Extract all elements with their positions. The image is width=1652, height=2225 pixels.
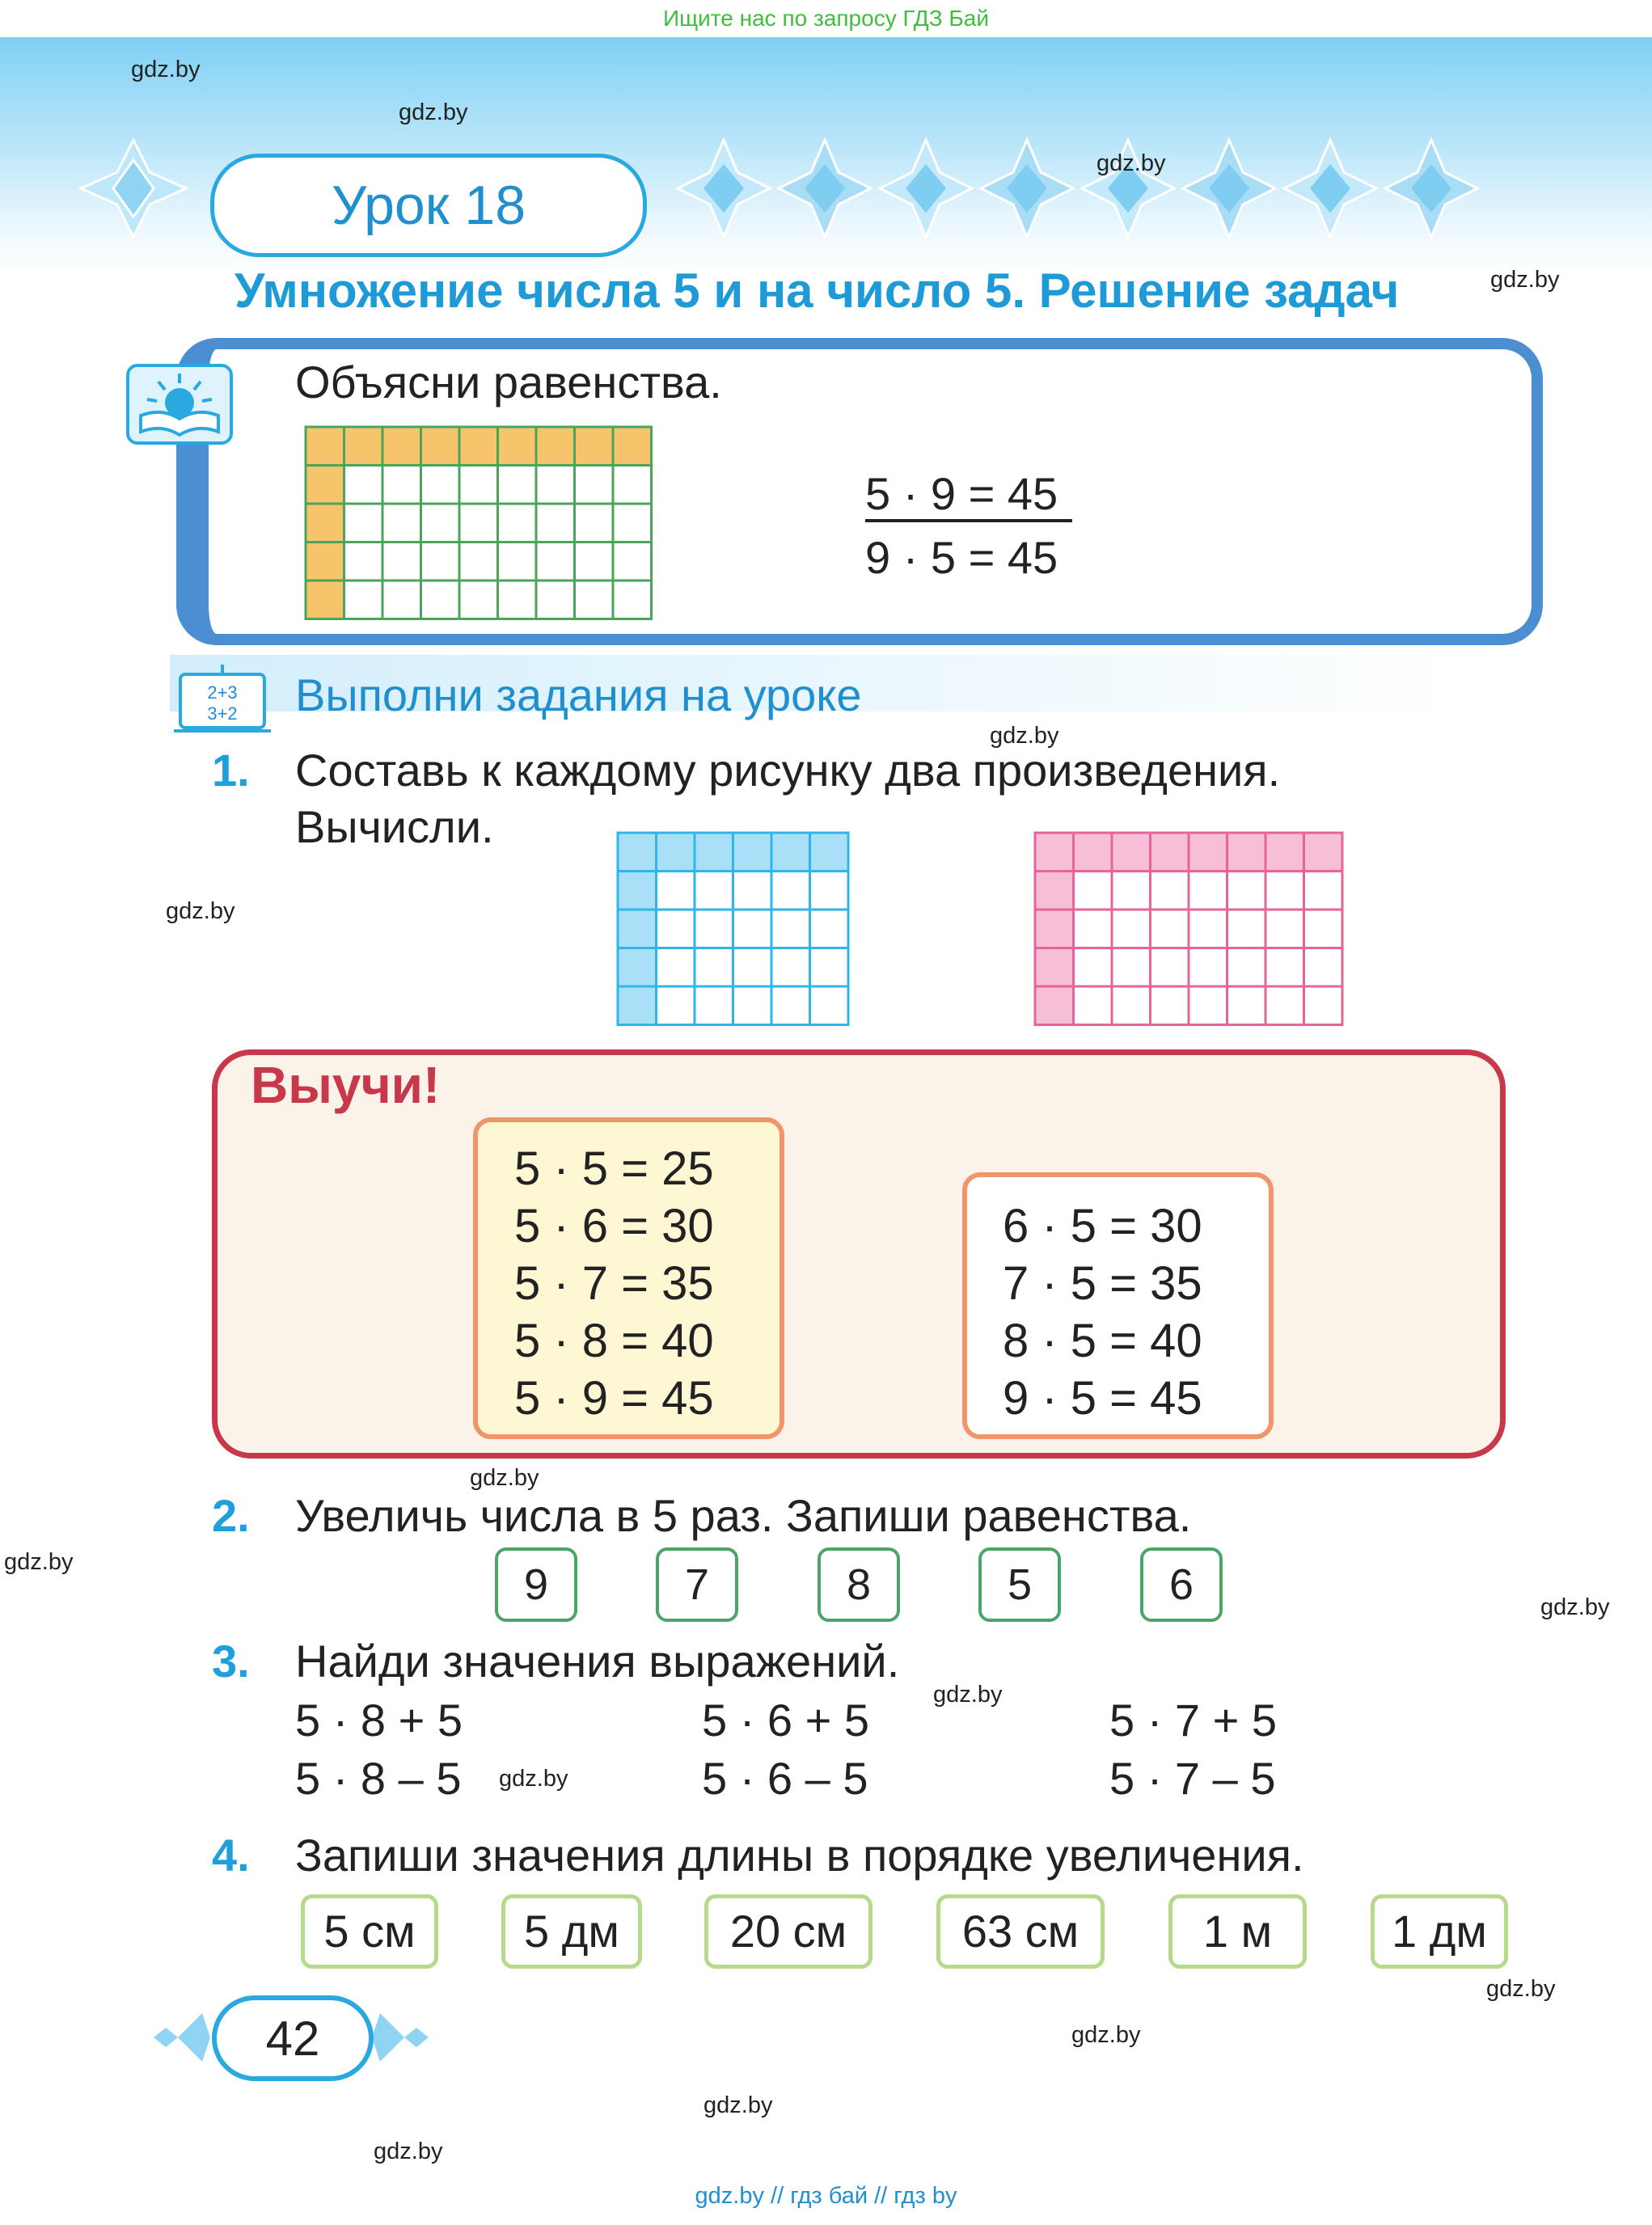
right-row: 8 · 5 = 40	[1003, 1315, 1202, 1367]
equation-2: 9 · 5 = 45	[865, 532, 1058, 583]
length-box: 1 дм	[1371, 1894, 1508, 1969]
grid-cell	[344, 581, 383, 619]
expression: 5 · 8 + 5	[295, 1695, 463, 1746]
grid-cell	[382, 581, 421, 619]
grid-cell	[1035, 948, 1074, 987]
grid-cell	[1112, 833, 1151, 872]
grid-cell	[421, 427, 460, 466]
watermark: gdz.by	[131, 57, 201, 82]
grid-cell	[1304, 948, 1343, 987]
left-row: 5 · 5 = 25	[514, 1142, 714, 1195]
grid-cell	[1265, 986, 1304, 1025]
grid-cell	[575, 581, 614, 619]
table-left-rows	[514, 1140, 714, 1427]
ornament-star	[981, 140, 1073, 237]
ornament-star	[880, 140, 972, 237]
left-row: 5 · 6 = 30	[514, 1200, 714, 1252]
grid-cell	[1151, 986, 1189, 1025]
left-row: 5 · 7 = 35	[514, 1257, 714, 1310]
ornament-star	[1385, 140, 1477, 237]
left-row: 5 · 9 = 45	[514, 1372, 714, 1425]
equation-divider	[865, 519, 1072, 522]
watermark: gdz.by	[1490, 267, 1560, 293]
grid-cell	[1265, 872, 1304, 910]
grid-cell	[1035, 986, 1074, 1025]
grid-cell	[1035, 910, 1074, 948]
grid-cell	[618, 833, 657, 872]
ornament-star	[1183, 140, 1275, 237]
grid-cell	[459, 504, 498, 543]
grid-cell	[1227, 910, 1266, 948]
watermark: gdz.by	[166, 898, 235, 924]
watermark: gdz.by	[703, 2092, 773, 2118]
number-box: 9	[495, 1547, 577, 1622]
grid-cell	[498, 581, 537, 619]
grid-cell	[536, 581, 575, 619]
grid-cell	[344, 466, 383, 505]
grid-cell	[344, 504, 383, 543]
grid-cell	[733, 986, 772, 1025]
grid-cell	[1227, 948, 1266, 987]
grid-cell	[1189, 948, 1227, 987]
length-box: 63 см	[936, 1894, 1105, 1969]
grid-cell	[536, 427, 575, 466]
grid-cell	[657, 872, 695, 910]
grid-cell	[771, 833, 810, 872]
grid-cell	[1189, 910, 1227, 948]
grid-cell	[695, 948, 733, 987]
grid-cell	[1112, 948, 1151, 987]
task1-text-2: Вычисли.	[295, 801, 494, 852]
svg-text:3+2: 3+2	[207, 703, 238, 724]
number-box: 5	[978, 1547, 1061, 1622]
grid-cell	[1189, 833, 1227, 872]
grid-cell	[1265, 833, 1304, 872]
ornament-band	[671, 136, 1484, 241]
grid-cell	[498, 427, 537, 466]
task-number: 2.	[212, 1490, 250, 1541]
grid-cell	[421, 466, 460, 505]
grid-cell	[1227, 872, 1266, 910]
grid-cell	[382, 427, 421, 466]
grid-cell	[695, 872, 733, 910]
top-banner: Ищите нас по запросу ГДЗ Бай	[662, 6, 990, 31]
grid-cell	[1035, 833, 1074, 872]
grid-cell	[695, 910, 733, 948]
grid-cell	[459, 543, 498, 581]
expression: 5 · 6 – 5	[702, 1753, 868, 1804]
grid-cell	[695, 986, 733, 1025]
grid-cell	[421, 504, 460, 543]
ornament-star	[779, 140, 871, 237]
table-right-rows	[1003, 1197, 1202, 1427]
grid-cell	[1112, 986, 1151, 1025]
number-box: 6	[1140, 1547, 1223, 1622]
equation-1: 5 · 9 = 45	[865, 468, 1058, 519]
grid-cell	[613, 543, 652, 581]
grid-cell	[536, 466, 575, 505]
grid-cell	[306, 504, 344, 543]
grid-cell	[421, 581, 460, 619]
learn-title: Выучи!	[251, 1056, 441, 1114]
grid-cell	[810, 872, 849, 910]
grid-cell	[459, 581, 498, 619]
grid-cyan	[616, 831, 851, 1028]
grid-cell	[657, 910, 695, 948]
watermark: gdz.by	[399, 99, 468, 125]
grid-cell	[498, 504, 537, 543]
grid-cell	[1151, 833, 1189, 872]
grid-cell	[1074, 872, 1113, 910]
expression: 5 · 7 + 5	[1109, 1695, 1278, 1746]
lesson-title: Умножение числа 5 и на число 5. Решение задач	[234, 264, 1400, 318]
grid-cell	[657, 948, 695, 987]
watermark: gdz.by	[470, 1465, 539, 1491]
expression: 5 · 8 – 5	[295, 1753, 462, 1804]
grid-cell	[771, 872, 810, 910]
grid-cell	[1112, 910, 1151, 948]
length-box: 20 см	[704, 1894, 872, 1969]
watermark: gdz.by	[1540, 1594, 1610, 1620]
watermark: gdz.by	[1486, 1976, 1556, 2002]
footer-links[interactable]: gdz.by // гдз бай // гдз by	[695, 2183, 957, 2209]
grid-cell	[306, 427, 344, 466]
task-number: 1.	[212, 745, 250, 796]
grid-cell	[1227, 986, 1266, 1025]
grid-cell	[421, 543, 460, 581]
left-row: 5 · 8 = 40	[514, 1315, 714, 1367]
grid-cell	[344, 427, 383, 466]
grid-cell	[618, 948, 657, 987]
grid-cell	[613, 466, 652, 505]
svg-text:2+3: 2+3	[207, 682, 238, 703]
task2-text: Увеличь числа в 5 раз. Запиши равенства.	[295, 1490, 1192, 1541]
grid-cell	[575, 427, 614, 466]
section-heading: Выполни задания на уроке	[295, 669, 862, 720]
length-box: 5 см	[301, 1894, 438, 1969]
grid-cell	[382, 504, 421, 543]
length-box: 1 м	[1168, 1894, 1307, 1969]
grid-cell	[498, 466, 537, 505]
grid-cell	[613, 581, 652, 619]
grid-cell	[810, 833, 849, 872]
grid-cell	[1074, 948, 1113, 987]
grid-cell	[1227, 833, 1266, 872]
grid-cell	[575, 543, 614, 581]
page-number: 42	[212, 1995, 374, 2081]
task-number: 4.	[212, 1830, 250, 1881]
expression: 5 · 7 – 5	[1109, 1753, 1276, 1804]
grid-cell	[618, 986, 657, 1025]
grid-cell	[382, 543, 421, 581]
number-box: 8	[818, 1547, 900, 1622]
grid-cell	[1151, 872, 1189, 910]
grid-cell	[810, 948, 849, 987]
grid-cell	[306, 543, 344, 581]
grid-cell	[306, 466, 344, 505]
explain-heading: Объясни равенства.	[295, 357, 722, 407]
right-row: 7 · 5 = 35	[1003, 1257, 1202, 1310]
watermark: gdz.by	[1096, 150, 1166, 176]
grid-cell	[733, 872, 772, 910]
grid-cell	[459, 427, 498, 466]
task-number: 3.	[212, 1636, 250, 1687]
grid-cell	[1304, 872, 1343, 910]
task1-text: Составь к каждому рисунку два произведения.	[295, 745, 1281, 796]
grid-cell	[536, 543, 575, 581]
number-box: 7	[656, 1547, 738, 1622]
grid-cell	[459, 466, 498, 505]
grid-cell	[1304, 986, 1343, 1025]
grid-cell	[618, 910, 657, 948]
grid-cell	[1074, 910, 1113, 948]
expression: 5 · 6 + 5	[702, 1695, 870, 1746]
grid-cell	[657, 833, 695, 872]
grid-cell	[1189, 986, 1227, 1025]
grid-cell	[575, 504, 614, 543]
watermark: gdz.by	[933, 1682, 1003, 1708]
grid-cell	[771, 986, 810, 1025]
grid-cell	[498, 543, 537, 581]
grid-cell	[1265, 948, 1304, 987]
watermark: gdz.by	[374, 2138, 443, 2164]
grid-green	[304, 425, 653, 623]
grid-cell	[382, 466, 421, 505]
length-box: 5 дм	[501, 1894, 642, 1969]
task3-text: Найди значения выражений.	[295, 1636, 900, 1687]
grid-cell	[733, 910, 772, 948]
grid-cell	[1304, 910, 1343, 948]
grid-cell	[771, 910, 810, 948]
grid-cell	[810, 986, 849, 1025]
ornament-left	[77, 136, 190, 241]
watermark: gdz.by	[499, 1766, 568, 1792]
grid-cell	[575, 466, 614, 505]
grid-cell	[1304, 833, 1343, 872]
grid-cell	[613, 504, 652, 543]
grid-cell	[613, 427, 652, 466]
lesson-label: Урок 18	[210, 154, 647, 257]
grid-cell	[306, 581, 344, 619]
ornament-star	[1284, 140, 1376, 237]
right-row: 6 · 5 = 30	[1003, 1200, 1202, 1252]
grid-cell	[695, 833, 733, 872]
grid-cell	[1151, 948, 1189, 987]
grid-cell	[1112, 872, 1151, 910]
grid-cell	[618, 872, 657, 910]
grid-cell	[733, 948, 772, 987]
board-icon	[174, 663, 271, 736]
grid-cell	[1265, 910, 1304, 948]
grid-cell	[536, 504, 575, 543]
grid-cell	[771, 948, 810, 987]
right-row: 9 · 5 = 45	[1003, 1372, 1202, 1425]
grid-cell	[657, 986, 695, 1025]
watermark: gdz.by	[990, 723, 1059, 749]
grid-cell	[1035, 872, 1074, 910]
grid-cell	[344, 543, 383, 581]
grid-cell	[1189, 872, 1227, 910]
watermark: gdz.by	[1071, 2022, 1141, 2048]
grid-cell	[1074, 986, 1113, 1025]
watermark: gdz.by	[4, 1549, 74, 1575]
grid-cell	[810, 910, 849, 948]
grid-cell	[733, 833, 772, 872]
grid-cell	[1074, 833, 1113, 872]
grid-cell	[1151, 910, 1189, 948]
ornament-star	[678, 140, 770, 237]
grid-pink	[1033, 831, 1345, 1028]
book-sun-icon	[126, 364, 233, 445]
task4-text: Запиши значения длины в порядке увеличения.	[295, 1830, 1304, 1881]
